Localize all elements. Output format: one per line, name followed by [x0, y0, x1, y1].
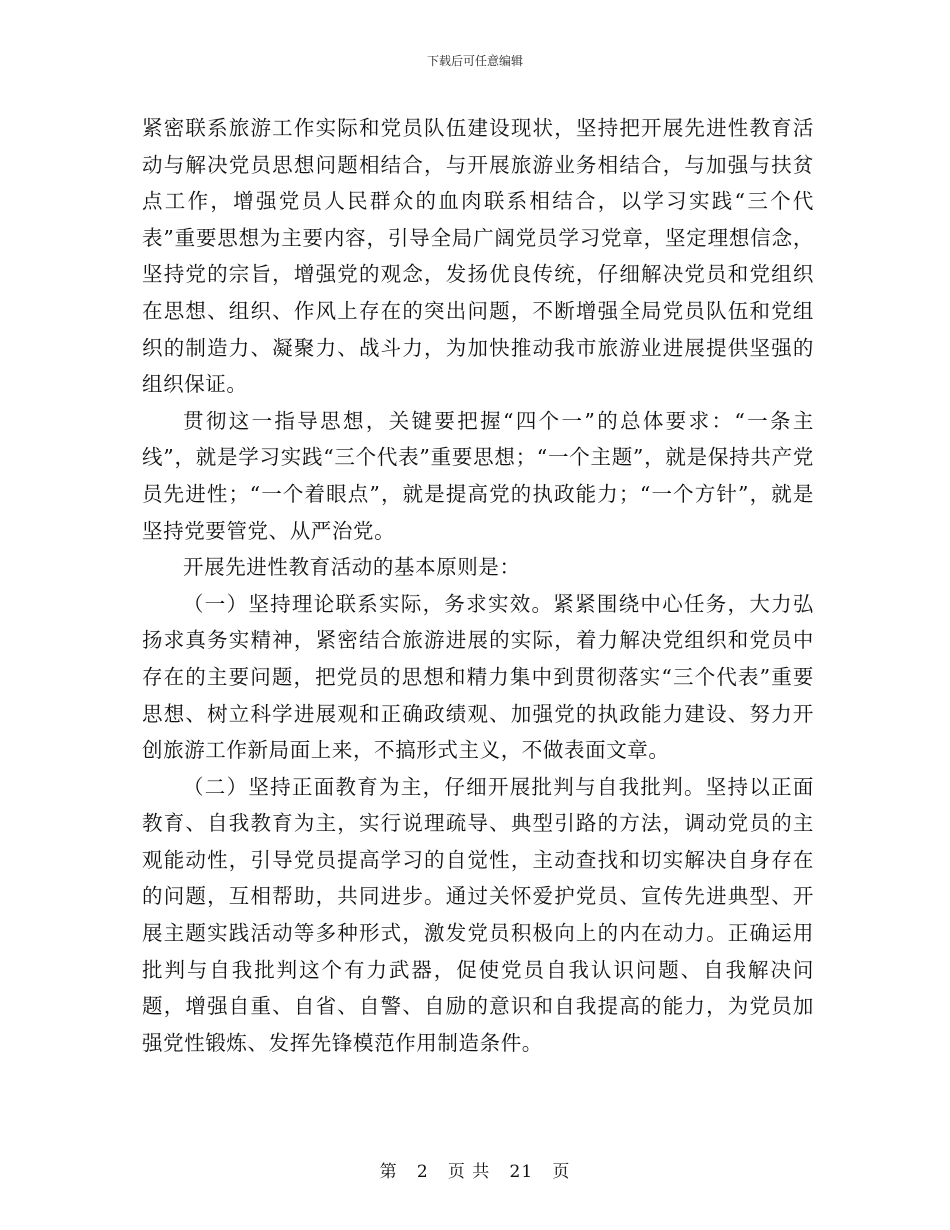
page-footer	[0, 1157, 950, 1182]
footer-mid: 页 共	[447, 1162, 491, 1182]
total-pages-number: 21	[509, 1162, 534, 1182]
footer-prefix: 第	[379, 1162, 398, 1182]
paragraph-principle-1: （一）坚持理论联系实际，务求实效。紧紧围绕中心任务，大力弘扬求真务实精神，紧密结合旅游进展的实际，着力解决党组织和党员中存在的主要问题，把党员的思想和精力集中到贯彻落实“三个代表”重要思想、树立科学进展观和正确政绩观、加强党的执政能力建设、努力开创旅游工作新局面上来，不搞形式主义，不做表面文章。	[142, 591, 814, 763]
current-page-number: 2	[416, 1162, 429, 1182]
paragraph-guiding-context: 紧密联系旅游工作实际和党员队伍建设现状，坚持把开展先进性教育活动与解决党员思想问题相结合，与开展旅游业务相结合，与加强与扶贫点工作，增强党员人民群众的血肉联系相结合，以学习实践“三个代表”重要思想为主要内容，引导全局广阔党员学习党章，坚定理想信念，坚持党的宗旨，增强党的观念，发扬优良传统，仔细解决党员和党组织在思想、组织、作风上存在的突出问题，不断增强全局党员队伍和党组织的制造力、凝聚力、战斗力，为加快推动我市旅游业进展提供坚强的组织保证。	[142, 116, 814, 397]
document-body	[142, 110, 814, 1061]
paragraph-overall-requirements: 贯彻这一指导思想，关键要把握“四个一”的总体要求：“一条主线”，就是学习实践“三个代表”重要思想；“一个主题”，就是保持共产党员先进性；“一个着眼点”，就是提高党的执政能力；“一个方针”，就是坚持党要管党、从严治党。	[142, 408, 814, 543]
header-note: 下载后可任意编辑	[426, 54, 523, 68]
paragraph-principle-2: （二）坚持正面教育为主，仔细开展批判与自我批判。坚持以正面教育、自我教育为主，实行说理疏导、典型引路的方法，调动党员的主观能动性，引导党员提高学习的自觉性，主动查找和切实解决自身存在的问题，互相帮助，共同进步。通过关怀爱护党员、宣传先进典型、开展主题实践活动等多种形式，激发党员积极向上的内在动力。正确运用批判与自我批判这个有力武器，促使党员自我认识问题、自我解决问题，增强自重、自省、自警、自励的意识和自我提高的能力，为党员加强党性锻炼、发挥先锋模范作用制造条件。	[142, 774, 814, 1055]
footer-suffix: 页	[552, 1162, 571, 1182]
paragraph-principles-intro: 开展先进性教育活动的基本原则是：	[183, 555, 521, 580]
